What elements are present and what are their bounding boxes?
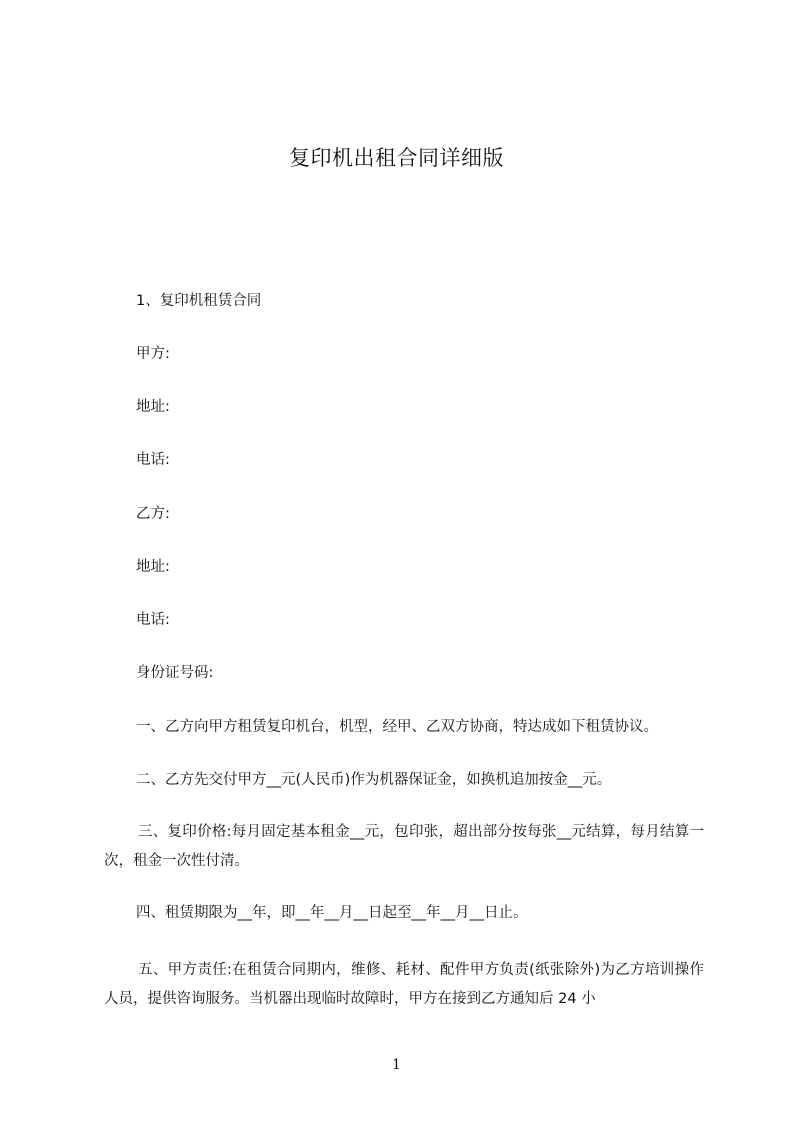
clause-3: 三、复印价格:每月固定基本租金__元，包印张，超出部分按每张__元结算，每月结算一次，租金一次性付清。 <box>104 824 704 869</box>
clause-5: 五、甲方责任:在租赁合同期内，维修、耗材、配件甲方负责(纸张除外)为乙方培训操作人员，提供咨询服务。当机器出现临时故障时，甲方在接到乙方通知后 24 小 <box>104 962 704 1007</box>
party-b-phone-label: 电话: <box>136 612 170 628</box>
section-heading: 1、复印机租赁合同 <box>136 293 262 309</box>
page-number: 1 <box>392 1057 401 1073</box>
document-title: 复印机出租合同详细版 <box>289 146 504 170</box>
clause-4: 四、租赁期限为__年，即__年__月__日起至__年__月__日止。 <box>136 905 528 921</box>
clause-2: 二、乙方先交付甲方__元(人民币)作为机器保证金，如换机追加按金__元。 <box>136 772 612 788</box>
party-b-label: 乙方: <box>136 506 170 522</box>
party-a-address-label: 地址: <box>136 399 170 415</box>
id-number-label: 身份证号码: <box>136 665 214 681</box>
party-a-label: 甲方: <box>136 346 170 362</box>
party-a-phone-label: 电话: <box>136 452 170 468</box>
clause-1: 一、乙方向甲方租赁复印机台，机型，经甲、乙双方协商，特达成如下租赁协议。 <box>136 719 658 735</box>
party-b-address-label: 地址: <box>136 559 170 575</box>
